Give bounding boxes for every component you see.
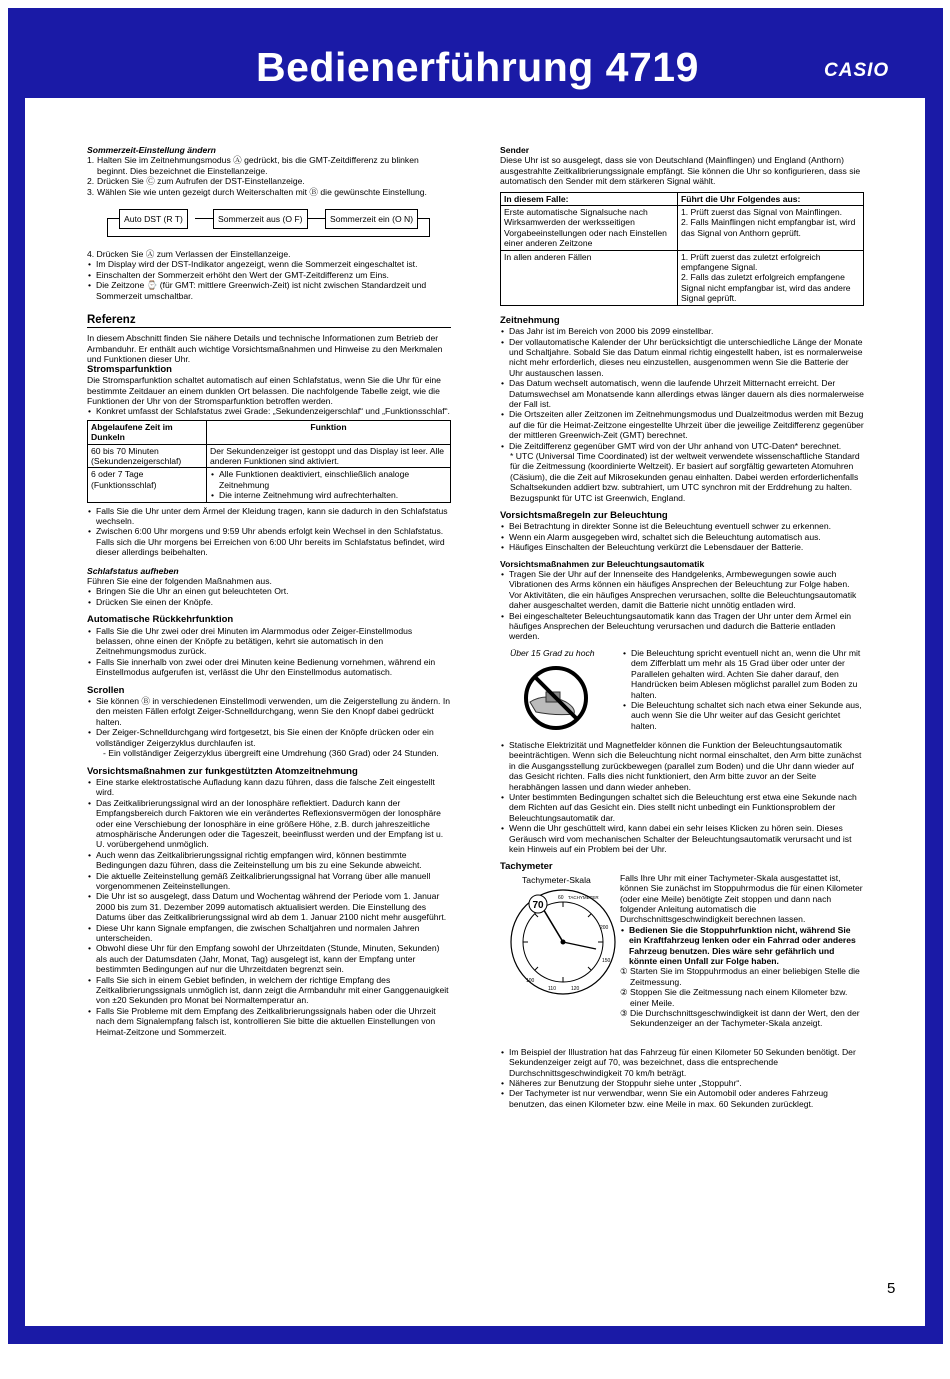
tachy-scale-label: 60 xyxy=(558,894,564,901)
power-saving-text: Die Stromsparfunktion schaltet automatisch auf einen Schlafstatus, wenn Sie die Uhr für eine bestimmte Zeitdauer an einem dunklen Ort belassen. Die nachfolgende Tabelle zeigt, wie die Funktionen der Uhr von der Stromsparfunktion betroffen werden. xyxy=(87,375,441,406)
list-item: • Diese Uhr kann Signale empfangen, die zwischen Schaltjahren und normalen Jahren unterscheiden. xyxy=(87,923,451,944)
table-row: In allen anderen Fällen 1. Prüft zuerst das zuletzt erfolgreich empfangene Signal. 2. Falls das zuletzt erfolgreich empfangene Signal nicht empfangbar ist, wird das andere Signal geprüft. xyxy=(501,250,864,305)
dst-on-box: Sommerzeit ein (O N) xyxy=(325,209,418,229)
reference-heading: Referenz xyxy=(87,315,451,328)
table-row: 6 oder 7 Tage (Funktionsschlaf) • Alle Funktionen deaktiviert, einschließlich analoge Zeitnehmung • Die interne Zeitnehmung wird aufrechterhalten. xyxy=(88,468,451,502)
table-header: Funktion xyxy=(207,420,451,444)
list-item: • Sie können Ⓑ in verschiedenen Einstellmodi verwenden, um die Zeigerstellung zu ändern. In den meisten Fällen erfolgt Zeiger-Schnelldurchgang, wenn Sie den Knopf dabei gedrückt halten. xyxy=(87,696,451,727)
dst-steps xyxy=(87,155,451,197)
list-item: • Der Zeiger-Schnelldurchgang wird fortgesetzt, bis Sie einen der Knöpfe drücken oder ein vollständiger Zeigerzyklus durchlaufen ist. xyxy=(87,727,451,748)
sleep-text: Führen Sie eine der folgenden Maßnahmen aus. xyxy=(87,576,272,586)
dst-auto-box: Auto DST (R T) xyxy=(119,209,188,229)
scroll-heading: Scrollen xyxy=(87,684,125,696)
timekeeping-heading: Zeitnehmung xyxy=(500,314,560,326)
dst-step: 3. Wählen Sie wie unten gezeigt durch Weiterschalten mit Ⓑ die gewünschte Einstellung. xyxy=(87,186,427,197)
table-header: Abgelaufene Zeit im Dunkeln xyxy=(88,420,207,444)
list-item: • Die Ortszeiten aller Zeitzonen im Zeitnehmungsmodus und Dualzeitmodus werden mit Bezug auf die für die Heimat-Zeitzone eingestellte Uhrzeit über die jeweilige Zeitdifferenz gegenüber der mittleren Greenwich-Zeit (GMT) berechnet. xyxy=(500,409,864,440)
scroll-sub: - Ein vollständiger Zeigerzyklus übergreift eine Umdrehung (360 Grad) oder 24 Stunden. xyxy=(103,748,439,759)
tachymeter-warning: • Bedienen Sie die Stoppuhrfunktion nicht, während Sie ein Kraftfahrzeug lenken oder ein Fahrrad oder anderes Fahrzeug benutzen. Dies wäre sehr gefährlich und könnte einen Unfall zur Folge haben. xyxy=(620,925,864,967)
list-item: • Zwischen 6:00 Uhr morgens und 9:59 Uhr abends erfolgt kein Wechsel in den Schlafstatus. Falls sich die Uhr morgens bei Erreichen von 6:00 Uhr bereits im Schlafstatus befindet, wird dieser allerdings beibehalten. xyxy=(87,526,451,557)
dst-bullets xyxy=(87,259,451,301)
list-item: • Wenn die Uhr geschüttelt wird, kann dabei ein sehr leises Klicken zu hören sein. Dieses Geräusch wird vom mechanischen Schalter der Beleuchtungsautomatik verursacht und ist kein Hinweis auf ein Problem bei der Uhr. xyxy=(500,823,864,854)
tachy-scale-label: 120 xyxy=(571,985,580,992)
radio-heading: Vorsichtsmaßnahmen zur funkgestützten Atomzeitnehmung xyxy=(87,765,358,777)
radio-bullets xyxy=(87,777,451,1037)
list-item: • Die Uhr ist so ausgelegt, dass Datum und Wochentag während der Periode vom 1. Januar 2000 bis zum 31. Dezember 2099 automatisch aktualisiert werden. Die Einstellung des Datums über das Zeitkalibrierungssignal wird ab dem 1. Januar 2100 nicht mehr ausgeführt. xyxy=(87,891,451,922)
reference-intro: In diesem Abschnitt finden Sie nähere Details und technische Informationen zum Betrieb der Armbanduhr. Er enthält auch wichtige Vorsichtsmaßnahmen und Hinweise zu den Merkmalen und Funktionen dieser Uhr. xyxy=(87,333,443,365)
autolight-bullets-2 xyxy=(500,740,864,854)
list-item: • Statische Elektrizität und Magnetfelder können die Funktion der Beleuchtungsautomatik beeinträchtigen. Wenn sich die Beleuchtung nicht normal einschaltet, den Arm bitte zunächst in die Ausgangsstellung zurückbewegen (parallel zum Boden) und die Uhr dann wieder auf das Gesicht richten. Falls dies nicht funktioniert, den Arm bitte zuvor an der Seite herabhängen lassen und dann wieder anheben. xyxy=(500,740,864,792)
tachymeter-text: Falls Ihre Uhr mit einer Tachymeter-Skala ausgestattet ist, können Sie zunächst im Stoppuhrmodus die für einen Kilometer (oder eine Meile) benötigte Zeit stoppen und dann nach folgender Anleitung automatisch die Durchschnittsgeschwindigkeit berechnen lassen. xyxy=(620,872,863,925)
tachy-scale-label: 100 xyxy=(526,977,535,984)
list-item: • Falls Sie sich in einem Gebiet befinden, in welchem der richtige Empfang des Zeitkalibrierungssignals unmöglich ist, dann zeigt die Armbanduhr mit einer Ganggenauigkeit von ±20 Sekunden pro Monat bei Normaltemperatur an. xyxy=(87,975,451,1006)
left-column xyxy=(87,145,451,1037)
list-item: • Die Zeitzone ⌚ (für GMT: mittlere Greenwich-Zeit) ist nicht zwischen Standardzeit und Sommerzeit umschaltbar. xyxy=(87,280,451,301)
tachy-scale-label: 200 xyxy=(600,924,609,931)
list-item: • Falls Sie Probleme mit dem Empfang des Zeitkalibrierungssignals haben oder die Uhrzeit nach dem Signalempfang falsch ist, kontrollieren Sie bitte die aktuellen Einstellungen von Heimat-Zeitzone und Sommerzeit. xyxy=(87,1006,451,1037)
page-number: 5 xyxy=(887,1280,896,1297)
tachymeter-heading: Tachymeter xyxy=(500,861,553,873)
list-item: ② Stoppen Sie die Zeitmessung nach einem Kilometer bzw. einer Meile. xyxy=(620,987,848,1008)
tachymeter-dial-illustration xyxy=(508,887,618,997)
tachymeter-section xyxy=(500,873,864,1043)
list-item: • Der Tachymeter ist nur verwendbar, wenn Sie ein Automobil oder anderes Fahrzeug benutzen, das einen Kilometer bzw. eine Meile in max. 60 Sekunden zurücklegt. xyxy=(500,1088,864,1109)
tachymeter-bullets xyxy=(500,1047,864,1109)
sender-table xyxy=(500,192,864,306)
sender-heading: Sender xyxy=(500,145,530,155)
utc-note: * UTC (Universal Time Coordinated) ist der weltweit verwendete wissenschaftliche Standard für die Zeitmessung (koordinierte Weltzeit). Er basiert auf sorgfältig gewarteten Atomuhren (Cäsium), die die Zeit auf Mikrosekunden genau einhalten. Dabei werden erforderlichenfalls Schaltsekunden addiert bzw. subtrahiert, um UTC synchron mit der Erddrehung zu halten. Bezugspunkt für UTC ist Greenwich, England. xyxy=(510,450,860,503)
angle-section xyxy=(500,648,864,738)
list-item: • Häufiges Einschalten der Beleuchtung verkürzt die Lebensdauer der Batterie. xyxy=(500,542,864,552)
table-row: Erste automatische Signalsuche nach Wirksamwerden der werksseitigen Vorgabeeinstellungen oder nach Einstellen einer anderen Zeitzone 1. Prüft zuerst das Signal von Mainflingen. 2. Falls Mainflingen nicht empfangbar ist, wird das Signal von Anthorn geprüft. xyxy=(501,206,864,251)
auto-return-heading: Automatische Rückkehrfunktion xyxy=(87,614,234,626)
table-header: Führt die Uhr Folgendes aus: xyxy=(678,192,864,205)
list-item: • Die Beleuchtung spricht eventuell nicht an, wenn die Uhr mit dem Zifferblatt um mehr als 15 Grad über oder unter der Parallelen gehalten wird. Achten Sie daher darauf, den Handrücken beim Ablesen möglichst parallel zum Boden zu halten. xyxy=(622,648,864,700)
list-item: • Eine starke elektrostatische Aufladung kann dazu führen, dass die falsche Zeit eingestellt wird. xyxy=(87,777,451,798)
list-item: • Einschalten der Sommerzeit erhöht den Wert der GMT-Zeitdifferenz um Eins. xyxy=(87,270,451,280)
list-item: • Bei eingeschalteter Beleuchtungsautomatik kann das Tragen der Uhr unter dem Ärmel ein häufiges Ansprechen der Beleuchtung verursachen und dadurch die Batterie entladen werden. xyxy=(500,611,864,642)
list-item: • Im Display wird der DST-Indikator angezeigt, wenn die Sommerzeit eingeschaltet ist. xyxy=(87,259,451,269)
tachy-scale-label: 110 xyxy=(548,985,556,992)
sleep-heading: Schlafstatus aufheben xyxy=(87,565,179,576)
light-heading: Vorsichtsmaßregeln zur Beleuchtung xyxy=(500,510,668,521)
table-row: 60 bis 70 Minuten (Sekundenzeigerschlaf) Der Sekundenzeiger ist gestoppt und das Display ist leer. Alle anderen Funktionen sind aktiviert. xyxy=(88,444,451,468)
list-item: • Näheres zur Benutzung der Stoppuhr siehe unter „Stoppuhr“. xyxy=(500,1078,864,1088)
page-title: Bedienerführung 4719 xyxy=(256,44,699,90)
list-item: • Tragen Sie der Uhr auf der Innenseite des Handgelenks, Armbewegungen sowie auch Vibrationen des Arms können ein häufiges Ansprechen der Beleuchtung zur Folge haben. Vor Aktivitäten, die ein häufiges Ansprechen verursachen, sollte die Beleuchtungsautomatik daher ausgeschaltet werden, damit die Batterie nicht unnötig entladen wird. xyxy=(500,569,864,611)
list-item: • Die aktuelle Zeiteinstellung gemäß Zeitkalibrierungssignal hat Vorrang über alle manuell vorgenommenen Zeiteinstellungen. xyxy=(87,871,451,892)
list-item: • Das Jahr ist im Bereich von 2000 bis 2099 einstellbar. xyxy=(500,326,864,336)
dst-off-box: Sommerzeit aus (O F) xyxy=(213,209,308,229)
list-item: • Das Datum wechselt automatisch, wenn die laufende Uhrzeit Mitternacht erreicht. Der Datumswechsel am Monatsende kann allerdings etwas länger dauern als dies normalerweise der Fall ist. xyxy=(500,378,864,409)
list-item: • Im Beispiel der Illustration hat das Fahrzeug für einen Kilometer 50 Sekunden benötigt. Der Sekundenzeiger zeigt auf 70, was bezeichnet, dass die entsprechende Durchschnittsgeschwindigkeit 70 km/h beträgt. xyxy=(500,1047,864,1078)
dst-step: 2. Drücken Sie Ⓒ zum Aufrufen der DST-Einstellanzeige. xyxy=(87,176,305,187)
tachy-scale-label: TACHYMETER xyxy=(568,894,599,900)
list-item: • Die Beleuchtung schaltet sich nach etwa einer Sekunde aus, auch wenn Sie die Uhr weiter auf das Gesicht gerichtet halten. xyxy=(622,700,864,731)
angle-caption: Über 15 Grad zu hoch xyxy=(510,647,595,658)
list-item: • Falls Sie innerhalb von zwei oder drei Minuten keine Bedienung vornehmen, während ein Einstellmodus aufgerufen ist, verlässt die Uhr den Einstellmodus automatisch. xyxy=(87,657,451,678)
power-saving-heading: Stromsparfunktion xyxy=(87,363,172,375)
list-item: • Auch wenn das Zeitkalibrierungssignal richtig empfangen wird, können bestimmte Bedingungen dazu führen, dass die Zeiteinstellung um bis zu eine Sekunde abweicht. xyxy=(87,850,451,871)
timekeeping-bullets xyxy=(500,326,864,451)
list-item: • Der vollautomatische Kalender der Uhr berücksichtigt die unterschiedliche Länge der Monate und Schaltjahre. Sobald Sie das Datum einmal richtig eingestellt haben, ist es normalerweise nicht mehr erforderlich, dieses neu einzustellen, ausgenommen wenn Sie die Batterie der Uhr austauschen lassen. xyxy=(500,337,864,379)
list-item: ③ Die Durchschnittsgeschwindigkeit ist dann der Wert, den der Sekundenzeiger an der Tachymeter-Skala anzeigt. xyxy=(620,1008,860,1029)
list-item: • Obwohl diese Uhr für den Empfang sowohl der Uhrzeitdaten (Stunde, Minuten, Sekunden) als auch der Datumsdaten (Jahr, Monat, Tag) ausgelegt ist, kann der Empfang unter bestimmten Bedingungen auf nur die Uhrzeitdaten begrenzt sein. xyxy=(87,943,451,974)
power-bullets xyxy=(87,506,451,558)
power-table xyxy=(87,420,451,503)
list-item: • Wenn ein Alarm ausgegeben wird, schaltet sich die Beleuchtung automatisch aus. xyxy=(500,532,864,542)
dst-heading: Sommerzeit-Einstellung ändern xyxy=(87,145,216,155)
tachy-scale-label: 150 xyxy=(602,957,611,964)
list-item: • Konkret umfasst der Schlafstatus zwei Grade: „Sekundenzeigerschlaf“ und „Funktionsschlaf“. xyxy=(87,406,451,416)
list-item: • Bei Betrachtung in direkter Sonne ist die Beleuchtung eventuell schwer zu erkennen. xyxy=(500,521,864,531)
list-item: ① Starten Sie im Stoppuhrmodus an einer beliebigen Stelle die Zeitmessung. xyxy=(620,966,860,987)
tachymeter-value: 70 xyxy=(532,899,544,911)
list-item: • Das Zeitkalibrierungssignal wird an der Ionosphäre reflektiert. Dadurch kann der Empfangsbereich durch Faktoren wie ein verändertes Reflexionsvermögen der Ionosphäre oder eine Verschiebung der Ionosphäre in eine größere Höhe, z.B. durch jahreszeitliche atmosphärische Änderungen oder die Tageszeit, beeinflusst werden und der Empfang ist u. U. vorübergehend unmöglich. xyxy=(87,798,451,850)
no-tilt-illustration xyxy=(516,662,596,734)
list-item: • Drücken Sie einen der Knöpfe. xyxy=(87,597,451,607)
casio-logo: CASIO xyxy=(824,60,890,81)
sender-text: Diese Uhr ist so ausgelegt, dass sie von Deutschland (Mainflingen) und England (Anthorn) ausgestrahlte Zeitkalibrierungssignale empfängt. Sie können die Uhr so konfigurieren, dass sie automatisch den Sender mit dem stärkeren Signal wählt. xyxy=(500,155,861,187)
list-item: • Falls Sie die Uhr zwei oder drei Minuten im Alarmmodus oder Zeiger-Einstellmodus belassen, ohne einen der Knöpfe zu betätigen, kehrt sie automatisch in den Zeitnehmungsmodus zurück. xyxy=(87,626,451,657)
list-item: • Unter bestimmten Bedingungen schaltet sich die Beleuchtung erst etwa eine Sekunde nach dem Richten auf das Gesicht ein. Dies stellt nicht unbedingt ein Funktionsproblem der Beleuchtungsautomatik dar. xyxy=(500,792,864,823)
list-item: • Bringen Sie die Uhr an einen gut beleuchteten Ort. xyxy=(87,586,451,596)
dst-step: 1. Halten Sie im Zeitnehmungsmodus Ⓐ gedrückt, bis die GMT-Zeitdifferenz zu blinken beginnt. Dies bezeichnet die Einstellanzeige. xyxy=(87,155,419,176)
dst-step-4: 4. Drücken Sie Ⓐ zum Verlassen der Einstellanzeige. xyxy=(87,249,291,260)
list-item: • Die Zeitdifferenz gegenüber GMT wird von der Uhr anhand von UTC-Daten* berechnet. xyxy=(500,441,864,451)
tachymeter-steps xyxy=(620,966,864,1028)
table-header: In diesem Falle: xyxy=(501,192,678,205)
tachymeter-caption: Tachymeter-Skala xyxy=(522,874,591,885)
dst-flow-diagram xyxy=(87,203,451,243)
autolight-heading: Vorsichtsmaßnahmen zur Beleuchtungsautomatik xyxy=(500,558,705,569)
right-column xyxy=(500,145,864,1109)
list-item: • Falls Sie die Uhr unter dem Ärmel der Kleidung tragen, kann sie dadurch in den Schlafstatus wechseln. xyxy=(87,506,451,527)
